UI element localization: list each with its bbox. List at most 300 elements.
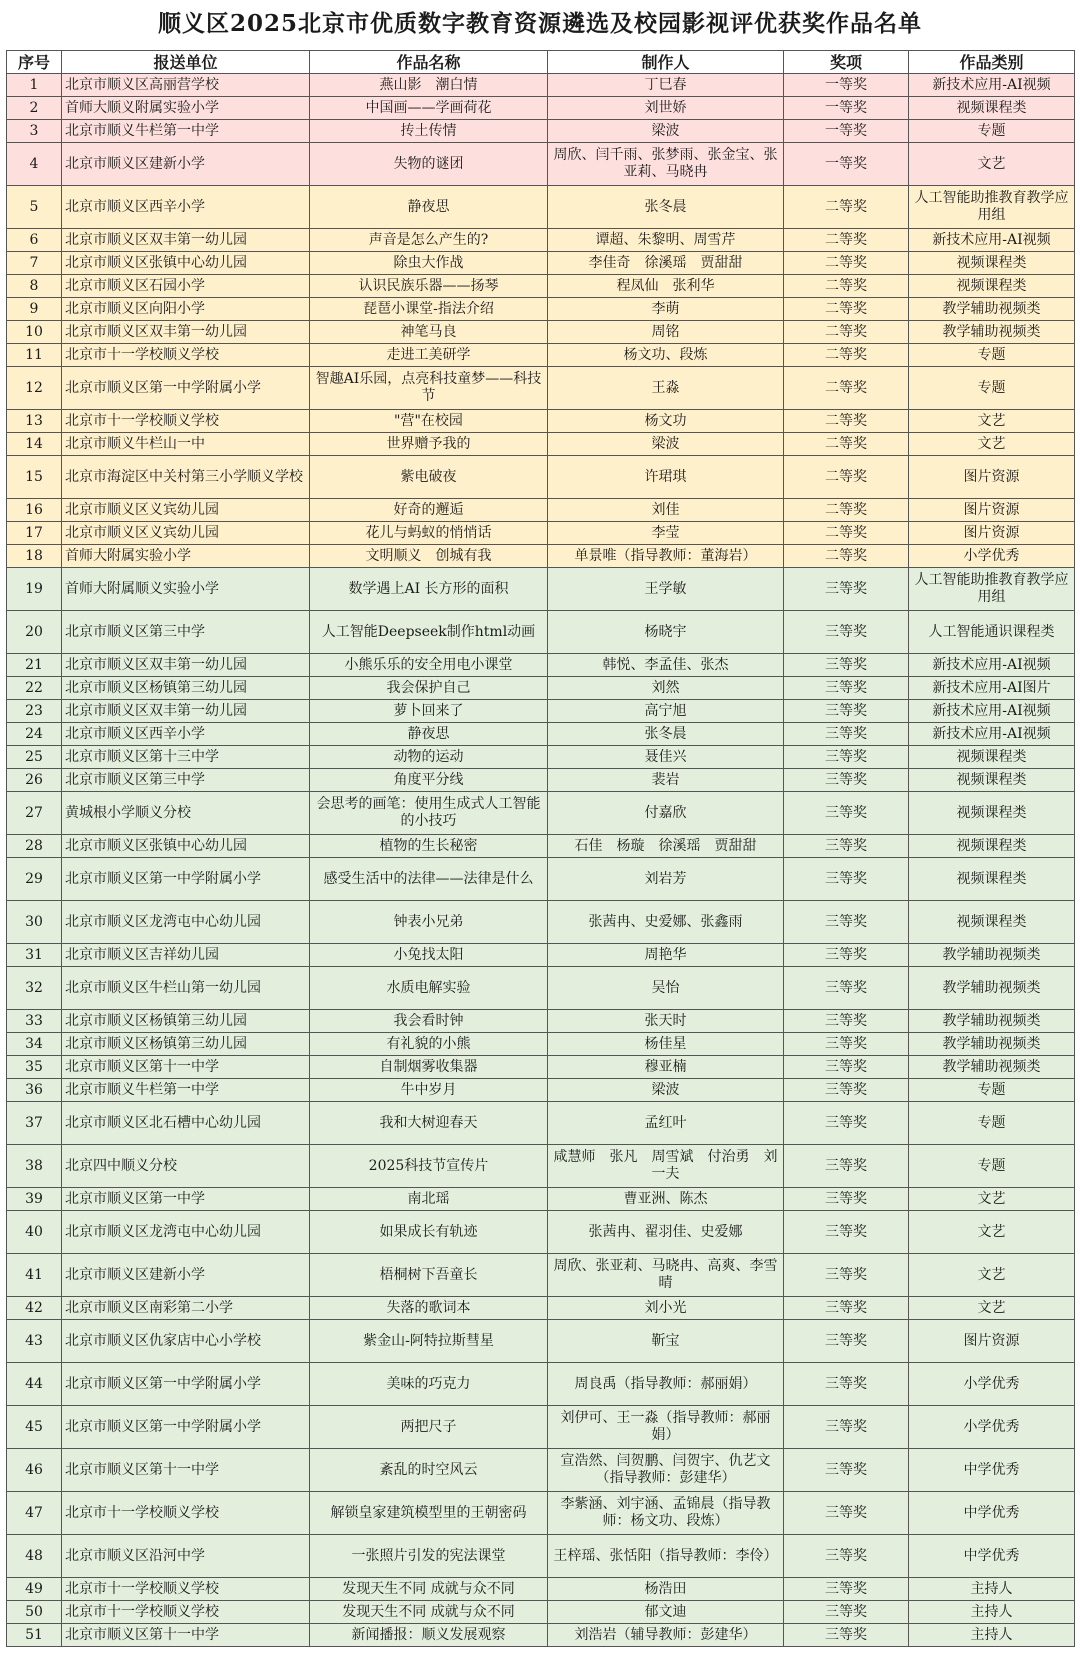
cell-work-category: 新技术应用-AI视频 [909, 74, 1075, 97]
cell-award-level: 二等奖 [784, 229, 909, 252]
cell-work-title: 如果成长有轨迹 [310, 1211, 548, 1254]
cell-row-number: 1 [7, 74, 62, 97]
cell-report-unit: 首师大附属顺义实验小学 [62, 568, 310, 611]
cell-report-unit: 北京市顺义牛栏山一中 [62, 433, 310, 456]
cell-award-level: 三等奖 [784, 1624, 909, 1647]
cell-award-level: 三等奖 [784, 700, 909, 723]
cell-row-number: 18 [7, 545, 62, 568]
cell-author-names: 张天时 [548, 1010, 784, 1033]
col-header-no: 序号 [7, 51, 62, 74]
cell-work-title: 紫电破夜 [310, 456, 548, 499]
cell-award-level: 三等奖 [784, 1601, 909, 1624]
cell-award-level: 三等奖 [784, 967, 909, 1010]
table-row [7, 545, 1075, 568]
cell-report-unit: 北京市顺义区杨镇第三幼儿园 [62, 1033, 310, 1056]
cell-award-level: 三等奖 [784, 1320, 909, 1363]
cell-award-level: 三等奖 [784, 1449, 909, 1492]
cell-row-number: 33 [7, 1010, 62, 1033]
table-row [7, 1254, 1075, 1297]
cell-award-level: 三等奖 [784, 1211, 909, 1254]
cell-author-names: 李萌 [548, 298, 784, 321]
cell-work-category: 图片资源 [909, 522, 1075, 545]
cell-author-names: 刘浩岩（辅导教师：彭建华） [548, 1624, 784, 1647]
cell-row-number: 12 [7, 367, 62, 410]
table-row [7, 835, 1075, 858]
cell-report-unit: 北京市顺义区吉祥幼儿园 [62, 944, 310, 967]
col-header-award: 奖项 [784, 51, 909, 74]
cell-work-category: 视频课程类 [909, 252, 1075, 275]
table-row [7, 186, 1075, 229]
cell-row-number: 13 [7, 410, 62, 433]
cell-work-category: 教学辅助视频类 [909, 967, 1075, 1010]
cell-author-names: 周铭 [548, 321, 784, 344]
cell-award-level: 二等奖 [784, 298, 909, 321]
cell-report-unit: 北京市顺义区双丰第一幼儿园 [62, 229, 310, 252]
cell-row-number: 2 [7, 97, 62, 120]
cell-work-category: 新技术应用-AI图片 [909, 677, 1075, 700]
cell-award-level: 一等奖 [784, 74, 909, 97]
cell-author-names: 张茜冉、翟羽佳、史爱娜 [548, 1211, 784, 1254]
cell-author-names: 谭超、朱黎明、周雪芹 [548, 229, 784, 252]
cell-author-names: 张冬晨 [548, 186, 784, 229]
cell-work-title: 燕山影 潮白情 [310, 74, 548, 97]
table-row [7, 1211, 1075, 1254]
cell-report-unit: 北京市顺义牛栏第一中学 [62, 120, 310, 143]
cell-report-unit: 北京市顺义区杨镇第三幼儿园 [62, 1010, 310, 1033]
table-row [7, 858, 1075, 901]
cell-work-category: 中学优秀 [909, 1492, 1075, 1535]
cell-report-unit: 北京市顺义区第一中学附属小学 [62, 858, 310, 901]
cell-report-unit: 北京市顺义区第十一中学 [62, 1624, 310, 1647]
cell-author-names: 李紫涵、刘宇涵、孟锦晨（指导教师：杨文功、段炼） [548, 1492, 784, 1535]
cell-award-level: 一等奖 [784, 120, 909, 143]
cell-work-title: 文明顺义 创城有我 [310, 545, 548, 568]
cell-work-title: 钟表小兄弟 [310, 901, 548, 944]
cell-row-number: 8 [7, 275, 62, 298]
cell-work-category: 视频课程类 [909, 275, 1075, 298]
cell-award-level: 三等奖 [784, 654, 909, 677]
cell-report-unit: 北京市顺义区第十一中学 [62, 1056, 310, 1079]
cell-report-unit: 北京市顺义区南彩第二小学 [62, 1297, 310, 1320]
table-row [7, 901, 1075, 944]
cell-row-number: 21 [7, 654, 62, 677]
cell-author-names: 杨文功 [548, 410, 784, 433]
cell-work-category: 专题 [909, 367, 1075, 410]
cell-award-level: 三等奖 [784, 1102, 909, 1145]
cell-report-unit: 北京市顺义区双丰第一幼儿园 [62, 321, 310, 344]
cell-work-category: 文艺 [909, 1211, 1075, 1254]
cell-author-names: 单景唯（指导教师：董海岩） [548, 545, 784, 568]
cell-award-level: 二等奖 [784, 522, 909, 545]
cell-work-title: 静夜思 [310, 723, 548, 746]
table-row [7, 654, 1075, 677]
cell-work-category: 视频课程类 [909, 858, 1075, 901]
cell-award-level: 三等奖 [784, 858, 909, 901]
cell-row-number: 30 [7, 901, 62, 944]
cell-report-unit: 北京市顺义区双丰第一幼儿园 [62, 654, 310, 677]
cell-work-category: 图片资源 [909, 1320, 1075, 1363]
cell-award-level: 二等奖 [784, 545, 909, 568]
cell-report-unit: 北京市顺义区建新小学 [62, 143, 310, 186]
cell-work-category: 小学优秀 [909, 545, 1075, 568]
table-row [7, 967, 1075, 1010]
cell-work-category: 小学优秀 [909, 1406, 1075, 1449]
table-row [7, 1320, 1075, 1363]
cell-report-unit: 北京市顺义区牛栏山第一幼儿园 [62, 967, 310, 1010]
cell-author-names: 许珺琪 [548, 456, 784, 499]
cell-award-level: 二等奖 [784, 410, 909, 433]
cell-author-names: 杨浩田 [548, 1578, 784, 1601]
cell-work-category: 人工智能助推教育教学应用组 [909, 186, 1075, 229]
cell-author-names: 张茜冉、史爱娜、张鑫雨 [548, 901, 784, 944]
cell-award-level: 一等奖 [784, 97, 909, 120]
cell-report-unit: 北京市顺义区龙湾屯中心幼儿园 [62, 901, 310, 944]
table-row [7, 74, 1075, 97]
cell-author-names: 咸慧师 张凡 周雪斌 付治勇 刘一夫 [548, 1145, 784, 1188]
cell-author-names: 韩悦、李孟佳、张杰 [548, 654, 784, 677]
cell-award-level: 三等奖 [784, 1363, 909, 1406]
cell-report-unit: 北京市顺义区龙湾屯中心幼儿园 [62, 1211, 310, 1254]
cell-row-number: 20 [7, 611, 62, 654]
cell-award-level: 一等奖 [784, 143, 909, 186]
cell-work-title: 有礼貌的小熊 [310, 1033, 548, 1056]
cell-row-number: 7 [7, 252, 62, 275]
cell-award-level: 三等奖 [784, 611, 909, 654]
cell-award-level: 三等奖 [784, 1535, 909, 1578]
cell-row-number: 34 [7, 1033, 62, 1056]
table-row [7, 723, 1075, 746]
cell-row-number: 44 [7, 1363, 62, 1406]
cell-row-number: 28 [7, 835, 62, 858]
cell-report-unit: 北京市顺义区第三中学 [62, 611, 310, 654]
table-header-row [7, 51, 1075, 74]
cell-work-title: 两把尺子 [310, 1406, 548, 1449]
cell-author-names: 靳宝 [548, 1320, 784, 1363]
cell-work-title: 梧桐树下吾童长 [310, 1254, 548, 1297]
cell-report-unit: 北京市十一学校顺义学校 [62, 1578, 310, 1601]
cell-work-title: 我会看时钟 [310, 1010, 548, 1033]
cell-work-title: 发现天生不同 成就与众不同 [310, 1601, 548, 1624]
cell-author-names: 聂佳兴 [548, 746, 784, 769]
table-row [7, 1363, 1075, 1406]
cell-row-number: 38 [7, 1145, 62, 1188]
cell-work-category: 主持人 [909, 1578, 1075, 1601]
table-row [7, 1601, 1075, 1624]
cell-work-title: 解锁皇家建筑模型里的王朝密码 [310, 1492, 548, 1535]
cell-award-level: 二等奖 [784, 456, 909, 499]
cell-author-names: 刘伊可、王一淼（指导教师：郝丽娟） [548, 1406, 784, 1449]
table-row [7, 1492, 1075, 1535]
cell-award-level: 三等奖 [784, 723, 909, 746]
cell-row-number: 49 [7, 1578, 62, 1601]
cell-work-category: 人工智能通识课程类 [909, 611, 1075, 654]
cell-report-unit: 北京市顺义区双丰第一幼儿园 [62, 700, 310, 723]
table-row [7, 1010, 1075, 1033]
cell-author-names: 王学敏 [548, 568, 784, 611]
cell-report-unit: 北京市顺义区第一中学附属小学 [62, 367, 310, 410]
table-row [7, 568, 1075, 611]
cell-work-title: 世界赠予我的 [310, 433, 548, 456]
cell-work-category: 视频课程类 [909, 746, 1075, 769]
cell-report-unit: 北京市十一学校顺义学校 [62, 1601, 310, 1624]
cell-work-title: 声音是怎么产生的? [310, 229, 548, 252]
cell-work-title: 除虫大作战 [310, 252, 548, 275]
cell-work-title: 失落的歌词本 [310, 1297, 548, 1320]
table-row [7, 344, 1075, 367]
cell-row-number: 5 [7, 186, 62, 229]
cell-award-level: 三等奖 [784, 769, 909, 792]
table-row [7, 746, 1075, 769]
cell-author-names: 穆亚楠 [548, 1056, 784, 1079]
cell-row-number: 10 [7, 321, 62, 344]
cell-work-category: 人工智能助推教育教学应用组 [909, 568, 1075, 611]
cell-author-names: 周欣、张亚莉、马晓冉、高爽、李雪晴 [548, 1254, 784, 1297]
cell-award-level: 三等奖 [784, 1145, 909, 1188]
cell-work-title: 美味的巧克力 [310, 1363, 548, 1406]
cell-author-names: 王淼 [548, 367, 784, 410]
cell-work-title: 我会保护自己 [310, 677, 548, 700]
cell-author-names: 曹亚洲、陈杰 [548, 1188, 784, 1211]
table-row [7, 1033, 1075, 1056]
cell-row-number: 14 [7, 433, 62, 456]
table-row [7, 522, 1075, 545]
cell-work-title: 小兔找太阳 [310, 944, 548, 967]
cell-report-unit: 北京市顺义区第一中学附属小学 [62, 1406, 310, 1449]
table-row [7, 1297, 1075, 1320]
cell-work-title: 小熊乐乐的安全用电小课堂 [310, 654, 548, 677]
table-row [7, 97, 1075, 120]
table-row [7, 252, 1075, 275]
table-row [7, 456, 1075, 499]
cell-row-number: 46 [7, 1449, 62, 1492]
cell-work-title: 神笔马良 [310, 321, 548, 344]
cell-author-names: 杨佳星 [548, 1033, 784, 1056]
cell-award-level: 三等奖 [784, 1492, 909, 1535]
table-row [7, 367, 1075, 410]
cell-work-category: 视频课程类 [909, 97, 1075, 120]
cell-award-level: 三等奖 [784, 1010, 909, 1033]
cell-row-number: 4 [7, 143, 62, 186]
cell-work-category: 新技术应用-AI视频 [909, 229, 1075, 252]
cell-work-title: 植物的生长秘密 [310, 835, 548, 858]
cell-work-title: 新闻播报：顺义发展观察 [310, 1624, 548, 1647]
cell-row-number: 47 [7, 1492, 62, 1535]
table-row [7, 321, 1075, 344]
cell-award-level: 三等奖 [784, 1056, 909, 1079]
cell-work-title: 数学遇上AI 长方形的面积 [310, 568, 548, 611]
table-row [7, 1145, 1075, 1188]
cell-row-number: 22 [7, 677, 62, 700]
cell-author-names: 杨晓宇 [548, 611, 784, 654]
cell-work-category: 图片资源 [909, 456, 1075, 499]
cell-author-names: 孟红叶 [548, 1102, 784, 1145]
cell-work-title: 紊乱的时空风云 [310, 1449, 548, 1492]
cell-award-level: 二等奖 [784, 344, 909, 367]
cell-report-unit: 北京市顺义区第一中学 [62, 1188, 310, 1211]
cell-work-category: 小学优秀 [909, 1363, 1075, 1406]
cell-work-category: 新技术应用-AI视频 [909, 723, 1075, 746]
cell-work-category: 专题 [909, 1079, 1075, 1102]
cell-award-level: 三等奖 [784, 1033, 909, 1056]
cell-award-level: 三等奖 [784, 835, 909, 858]
cell-report-unit: 北京市顺义区西辛小学 [62, 186, 310, 229]
cell-row-number: 25 [7, 746, 62, 769]
col-header-author: 制作人 [548, 51, 784, 74]
page-title: 顺义区2025北京市优质数字教育资源遴选及校园影视评优获奖作品名单 [157, 10, 922, 37]
cell-row-number: 29 [7, 858, 62, 901]
cell-work-title: 失物的谜团 [310, 143, 548, 186]
cell-author-names: 梁波 [548, 433, 784, 456]
cell-work-category: 教学辅助视频类 [909, 298, 1075, 321]
cell-author-names: 丁巳春 [548, 74, 784, 97]
cell-award-level: 三等奖 [784, 1578, 909, 1601]
cell-author-names: 周良禹（指导教师：郝丽娟） [548, 1363, 784, 1406]
cell-row-number: 6 [7, 229, 62, 252]
table-row [7, 769, 1075, 792]
cell-award-level: 二等奖 [784, 367, 909, 410]
cell-row-number: 24 [7, 723, 62, 746]
cell-row-number: 37 [7, 1102, 62, 1145]
cell-work-category: 专题 [909, 344, 1075, 367]
cell-row-number: 41 [7, 1254, 62, 1297]
cell-award-level: 三等奖 [784, 792, 909, 835]
table-row [7, 1406, 1075, 1449]
cell-work-category: 新技术应用-AI视频 [909, 654, 1075, 677]
cell-work-title: 水质电解实验 [310, 967, 548, 1010]
table-row [7, 1535, 1075, 1578]
cell-author-names: 李莹 [548, 522, 784, 545]
cell-work-category: 文艺 [909, 143, 1075, 186]
cell-row-number: 26 [7, 769, 62, 792]
cell-work-category: 视频课程类 [909, 769, 1075, 792]
cell-award-level: 三等奖 [784, 677, 909, 700]
cell-award-level: 三等奖 [784, 568, 909, 611]
cell-author-names: 宣浩然、闫贺鹏、闫贺宇、仇艺文（指导教师：彭建华） [548, 1449, 784, 1492]
cell-report-unit: 北京市顺义区第一中学附属小学 [62, 1363, 310, 1406]
cell-award-level: 二等奖 [784, 321, 909, 344]
cell-award-level: 三等奖 [784, 1297, 909, 1320]
cell-row-number: 16 [7, 499, 62, 522]
cell-author-names: 张冬晨 [548, 723, 784, 746]
cell-row-number: 23 [7, 700, 62, 723]
cell-row-number: 40 [7, 1211, 62, 1254]
table-row [7, 229, 1075, 252]
cell-row-number: 3 [7, 120, 62, 143]
cell-work-title: 萝卜回来了 [310, 700, 548, 723]
cell-award-level: 三等奖 [784, 901, 909, 944]
cell-row-number: 36 [7, 1079, 62, 1102]
cell-work-category: 教学辅助视频类 [909, 1033, 1075, 1056]
cell-award-level: 二等奖 [784, 433, 909, 456]
cell-report-unit: 北京市顺义牛栏第一中学 [62, 1079, 310, 1102]
cell-work-title: 一张照片引发的宪法课堂 [310, 1535, 548, 1578]
cell-work-category: 文艺 [909, 1297, 1075, 1320]
cell-report-unit: 北京市顺义区第十一中学 [62, 1449, 310, 1492]
cell-row-number: 17 [7, 522, 62, 545]
table-row [7, 1188, 1075, 1211]
table-row [7, 944, 1075, 967]
cell-report-unit: 北京市顺义区向阳小学 [62, 298, 310, 321]
table-row [7, 410, 1075, 433]
cell-report-unit: 黄城根小学顺义分校 [62, 792, 310, 835]
cell-work-title: 牛中岁月 [310, 1079, 548, 1102]
table-row [7, 298, 1075, 321]
cell-report-unit: 北京市顺义区杨镇第三幼儿园 [62, 677, 310, 700]
table-row [7, 120, 1075, 143]
cell-row-number: 48 [7, 1535, 62, 1578]
col-header-work: 作品名称 [310, 51, 548, 74]
cell-work-title: 发现天生不同 成就与众不同 [310, 1578, 548, 1601]
cell-work-category: 视频课程类 [909, 792, 1075, 835]
cell-award-level: 三等奖 [784, 944, 909, 967]
cell-report-unit: 北京市十一学校顺义学校 [62, 344, 310, 367]
cell-author-names: 李佳奇 徐溪瑶 贾甜甜 [548, 252, 784, 275]
cell-row-number: 50 [7, 1601, 62, 1624]
table-row [7, 1102, 1075, 1145]
cell-row-number: 32 [7, 967, 62, 1010]
cell-work-category: 视频课程类 [909, 835, 1075, 858]
table-row [7, 499, 1075, 522]
cell-author-names: 付嘉欣 [548, 792, 784, 835]
cell-author-names: 高宁旭 [548, 700, 784, 723]
cell-author-names: 刘佳 [548, 499, 784, 522]
cell-work-category: 专题 [909, 120, 1075, 143]
cell-work-title: 自制烟雾收集器 [310, 1056, 548, 1079]
cell-author-names: 吴怡 [548, 967, 784, 1010]
cell-row-number: 45 [7, 1406, 62, 1449]
cell-award-level: 三等奖 [784, 1254, 909, 1297]
cell-work-title: 南北瑶 [310, 1188, 548, 1211]
cell-work-category: 新技术应用-AI视频 [909, 700, 1075, 723]
cell-work-category: 文艺 [909, 1254, 1075, 1297]
table-body [7, 74, 1075, 1647]
table-row [7, 1624, 1075, 1647]
cell-row-number: 15 [7, 456, 62, 499]
cell-work-title: 中国画——学画荷花 [310, 97, 548, 120]
table-row [7, 1449, 1075, 1492]
table-row [7, 1079, 1075, 1102]
cell-work-title: 人工智能Deepseek制作html动画 [310, 611, 548, 654]
cell-row-number: 51 [7, 1624, 62, 1647]
cell-award-level: 三等奖 [784, 1406, 909, 1449]
cell-report-unit: 北京四中顺义分校 [62, 1145, 310, 1188]
cell-report-unit: 北京市顺义区义宾幼儿园 [62, 499, 310, 522]
cell-report-unit: 北京市十一学校顺义学校 [62, 410, 310, 433]
table-row [7, 275, 1075, 298]
cell-award-level: 二等奖 [784, 275, 909, 298]
cell-work-title: 角度平分线 [310, 769, 548, 792]
cell-work-category: 教学辅助视频类 [909, 1010, 1075, 1033]
cell-author-names: 刘岩芳 [548, 858, 784, 901]
cell-work-category: 专题 [909, 1145, 1075, 1188]
cell-work-title: 我和大树迎春天 [310, 1102, 548, 1145]
cell-row-number: 9 [7, 298, 62, 321]
cell-author-names: 杨文功、段炼 [548, 344, 784, 367]
cell-author-names: 梁波 [548, 1079, 784, 1102]
cell-report-unit: 北京市顺义区张镇中心幼儿园 [62, 252, 310, 275]
cell-report-unit: 北京市顺义区张镇中心幼儿园 [62, 835, 310, 858]
cell-work-category: 中学优秀 [909, 1449, 1075, 1492]
cell-report-unit: 首师大附属实验小学 [62, 545, 310, 568]
cell-report-unit: 北京市顺义区西辛小学 [62, 723, 310, 746]
table-row [7, 433, 1075, 456]
cell-row-number: 35 [7, 1056, 62, 1079]
cell-report-unit: 北京市顺义区第三中学 [62, 769, 310, 792]
cell-row-number: 43 [7, 1320, 62, 1363]
cell-work-title: 动物的运动 [310, 746, 548, 769]
cell-work-title: 感受生活中的法律——法律是什么 [310, 858, 548, 901]
cell-work-category: 教学辅助视频类 [909, 321, 1075, 344]
